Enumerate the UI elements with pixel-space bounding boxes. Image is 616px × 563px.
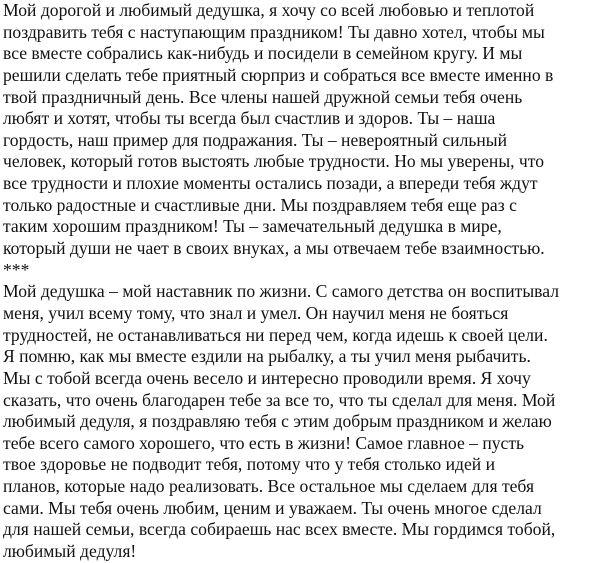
text-line-17: Я помню, как мы вместе ездили на рыбалку, а ты учил меня рыбачить. [3,346,531,367]
text-line-20: любимый дедуля, я поздравляю тебя с этим добрым праздником и желаю [3,411,552,432]
text-line-6: любят и хотят, чтобы ты всегда был счастлив и здоров. Ты – наша [3,108,496,129]
text-line-11: таким хорошим праздником! Ты – замечательный дедушка в мире, [3,216,502,237]
text-line-26: любимый дедуля! [3,541,137,562]
text-line-23: планов, которые надо реализовать. Все остальное мы сделаем для тебя [3,476,535,497]
text-line-14: Мой дедушка – мой наставник по жизни. С самого детства он воспитывал [3,281,559,302]
text-line-5: твой праздничный день. Все члены нашей дружной семьи тебя очень [3,86,523,107]
text-line-24: сами. Мы тебя очень любим, ценим и уважаем. Ты очень многое сделал [3,497,542,518]
text-line-19: сказать, что очень благодарен тебе за все то, что ты сделал для меня. Мой [3,389,556,410]
text-line-16: трудностей, не останавливаться ни перед чем, когда идешь к своей цели. [3,324,548,345]
text-line-3: все вместе собрались как-нибудь и посидели в семейном кругу. И мы [3,43,523,64]
text-line-22: твое здоровье не подводит тебя, потому что у тебя столько идей и [3,454,496,475]
text-line-10: только радостные и счастливые дни. Мы поздравляем тебя еще раз с [3,194,517,215]
text-line-21: тебе всего самого хорошего, что есть в жизни! Самое главное – пусть [3,432,525,453]
text-line-18: Мы с тобой всегда очень весело и интересно проводили время. Я хочу [3,367,531,388]
text-line-9: все трудности и плохие моменты остались позади, а впереди тебя ждут [3,173,538,194]
text-line-2: поздравить тебя с наступающим праздником! Ты давно хотел, чтобы мы [3,21,545,42]
text-line-12: который души не чает в своих внуках, а мы отвечаем тебе взаимностью. [3,238,545,259]
text-line-7: гордость, наш пример для подражания. Ты – невероятный сильный [3,129,508,150]
section-separator: *** [3,259,30,280]
text-line-15: меня, учил всему тому, что знал и умел. Он научил меня не бояться [3,302,509,323]
text-line-1: Мой дорогой и любимый дедушка, я хочу со всей любовью и теплотой [3,0,535,20]
text-line-4: решили сделать тебе приятный сюрприз и собраться все вместе именно в [3,64,554,85]
text-line-8: человек, который готов выстоять любые трудности. Но мы уверены, что [3,151,545,172]
text-line-25: для нашей семьи, всегда собираешь нас всех вместе. Мы гордимся тобой, [3,519,556,540]
